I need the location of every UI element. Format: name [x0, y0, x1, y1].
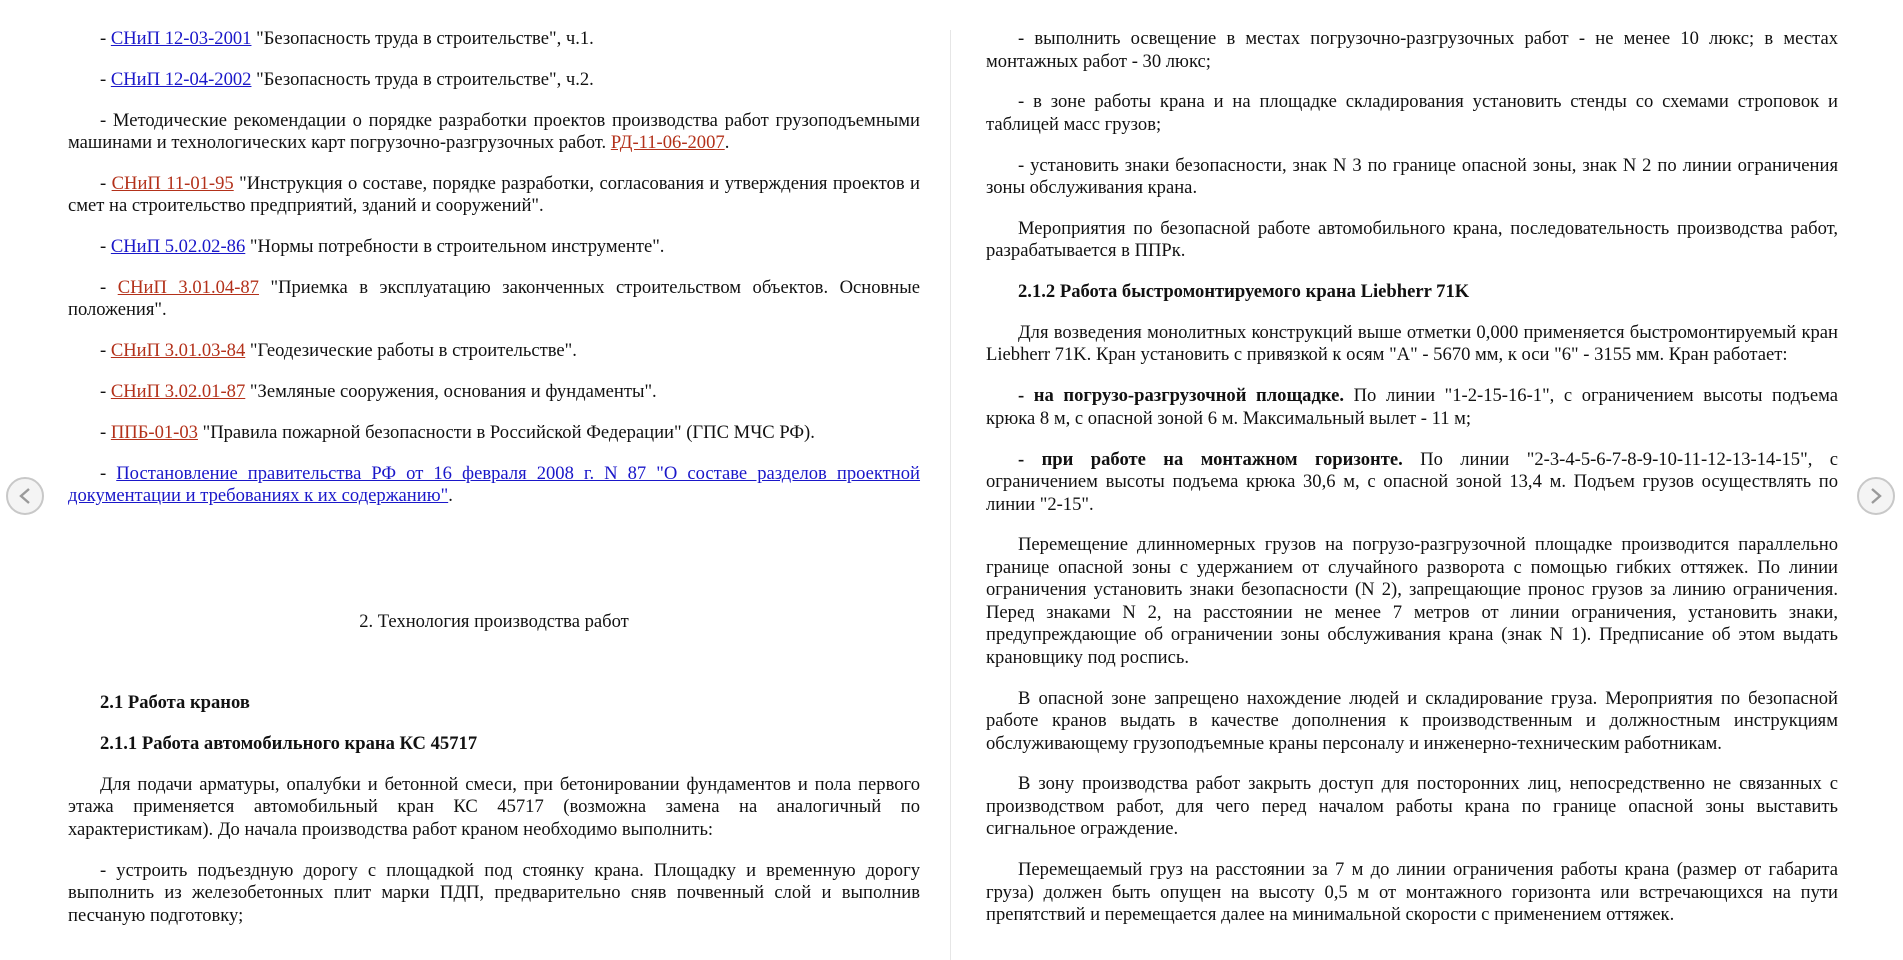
reference-item: - СНиП 5.02.02-86 "Нормы потребности в строительном инструменте". — [100, 236, 665, 258]
chevron-right-icon — [1869, 488, 1883, 504]
paragraph: Перемещение длинномерных грузов на погрузо-разгрузочной площадке производится параллельно границе опасной зоны с удержанием от случайного разворота с помощью гибких оттяжек. По линии ограничения установить знаки безопасности (N 2), запрещающие пронос грузов за линию ограничения. Перед знаками N 2, на расстоянии не менее 7 метров от линии ограничения, установить знаки, предупреждающие об ограничении зоны обслуживания крана (знак N 1). Предписание об этом выдать крановщику под роспись. — [986, 534, 1838, 668]
paragraph: Перемещаемый груз на расстоянии за 7 м до линии ограничения работы крана (размер от габарита груза) должен быть опущен на высоту 0,5 м от монтажного горизонта или встречающихся на пути препятствий и перемещается далее на минимальной скорости с применением оттяжек. — [986, 859, 1838, 926]
paragraph: - выполнить освещение в местах погрузочно-разгрузочных работ - не менее 10 люкс; в местах монтажных работ - 30 люкс; — [986, 28, 1838, 72]
subsection-heading: 2.1 Работа кранов — [100, 692, 250, 714]
paragraph: - установить знаки безопасности, знак N 3 по границе опасной зоны, знак N 2 по линии ограничения зоны обслуживания крана. — [986, 154, 1838, 199]
paragraph: - при работе на монтажном горизонте. По линии "2-3-4-5-6-7-8-9-10-11-12-13-14-15", с ограничением высоты подъема крюка 30,6 м, с опасной зоной 13,4 м. Подъем грузов осуществлять по линии "2-15". — [986, 448, 1838, 515]
reference-link[interactable]: СНиП 3.02.01-87 — [110, 381, 246, 403]
subsection-heading: 2.1.2 Работа быстромонтируемого крана Liebherr 71K — [1018, 281, 1470, 303]
reference-item: - СНиП 3.01.03-84 "Геодезические работы в строительстве". — [100, 340, 577, 362]
paragraph: - устроить подъездную дорогу с площадкой под стоянку крана. Площадку и временную дорогу выполнить из железобетонных плит марки ПДП, предварительно сняв почвенный слой и выполнив песчаную подготовку; — [68, 859, 920, 926]
reference-link[interactable]: СНиП 3.01.03-84 — [110, 340, 246, 362]
reference-link[interactable]: СНиП 11-01-95 — [111, 172, 234, 194]
reference-link[interactable]: СНиП 5.02.02-86 — [110, 236, 246, 258]
paragraph: В зону производства работ закрыть доступ для посторонних лиц, непосредственно не связанных с производством работ, для чего перед началом работы крана по границе опасной зоны выставить сигнальное ограждение. — [986, 773, 1838, 840]
page-divider — [950, 30, 951, 960]
reference-item: - СНиП 12-04-2002 "Безопасность труда в строительстве", ч.2. — [100, 68, 594, 90]
reference-link[interactable]: СНиП 12-03-2001 — [110, 28, 252, 49]
subsection-heading: 2.1.1 Работа автомобильного крана КС 45717 — [100, 732, 478, 754]
reference-item: - СНиП 3.02.01-87 "Земляные сооружения, основания и фундаменты". — [100, 381, 657, 403]
prev-page-button[interactable] — [6, 477, 44, 515]
reference-link[interactable]: Постановление правительства РФ от 16 февраля 2008 г. N 87 "О составе разделов проектной документации и требованиях к их содержанию" — [68, 462, 921, 507]
reference-link[interactable]: СНиП 3.01.04-87 — [117, 276, 259, 298]
paragraph: - в зоне работы крана и на площадке складирования установить стенды со схемами строповок и таблицей масс грузов; — [986, 91, 1838, 135]
section-title: 2. Технология производства работ — [359, 610, 629, 632]
paragraph: Для подачи арматуры, опалубки и бетонной смеси, при бетонировании фундаментов и пола первого этажа применяется автомобильный кран КС 45717 (возможна замена на аналогичный по характеристикам). До начала производства работ краном необходимо выполнить: — [68, 773, 920, 840]
paragraph: Мероприятия по безопасной работе автомобильного крана, последовательность производства работ, разрабатывается в ППРк. — [986, 217, 1838, 262]
reference-item: - СНиП 12-03-2001 "Безопасность труда в строительстве", ч.1. — [100, 28, 594, 49]
paragraph: - на погрузо-разгрузочной площадке. По линии "1-2-15-16-1", с ограничением высоты подъема крюка 8 м, с опасной зоной 6 м. Максимальный вылет - 11 м; — [986, 385, 1838, 429]
paragraph: В опасной зоне запрещено нахождение людей и складирование груза. Мероприятия по безопасной работе кранов выдать в качестве дополнения к производственным и должностным инструкциям обслуживающему грузоподъемные краны персоналу и инженерно-техническим работникам. — [986, 687, 1838, 754]
paragraph: Для возведения монолитных конструкций выше отметки 0,000 применяется быстромонтируемый кран Liebherr 71K. Кран установить с привязкой к осям "А" - 5670 мм, к оси "6" - 3155 мм. Кран работает: — [986, 321, 1838, 366]
reference-link[interactable]: РД-11-06-2007 — [610, 132, 725, 154]
next-page-button[interactable] — [1857, 477, 1895, 515]
reference-item: - СНиП 3.01.04-87 "Приемка в эксплуатацию законченных строительством объектов. Основные положения". — [68, 276, 921, 321]
right-page — [986, 28, 1838, 945]
reference-item: - СНиП 11-01-95 "Инструкция о составе, порядке разработки, согласования и утверждения проектов и смет на строительство предприятий, зданий и сооружений". — [68, 172, 920, 217]
reference-link[interactable]: ППБ-01-03 — [110, 421, 198, 443]
left-page — [68, 28, 920, 945]
reference-item: - ППБ-01-03 "Правила пожарной безопасности в Российской Федерации" (ГПС МЧС РФ). — [100, 421, 815, 443]
reference-item: - Методические рекомендации о порядке разработки проектов производства работ грузоподъемными машинами и технологических карт погрузочно-разгрузочных работ. РД-11-06-2007. — [68, 109, 920, 154]
chevron-left-icon — [18, 488, 32, 504]
reference-item: - Постановление правительства РФ от 16 февраля 2008 г. N 87 "О составе разделов проектной документации и требованиях к их содержанию". — [68, 462, 921, 507]
reference-link[interactable]: СНиП 12-04-2002 — [110, 68, 252, 90]
